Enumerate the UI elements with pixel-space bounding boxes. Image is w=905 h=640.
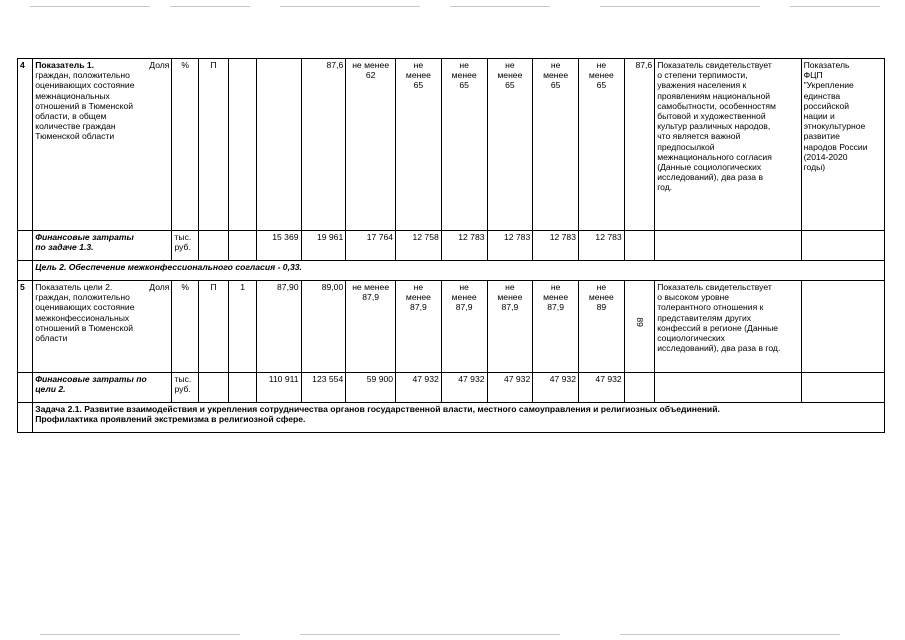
value-cell <box>256 59 301 231</box>
scan-line <box>300 634 560 635</box>
value-cell: не менее 65 <box>487 59 533 231</box>
table-row-financing-1-3 <box>18 231 885 261</box>
value-cell: 87,6 <box>624 59 654 231</box>
empty-cell <box>801 231 884 261</box>
table-row-goal-indicator-2 <box>18 281 885 373</box>
empty-cell <box>655 231 801 261</box>
rotated-value-cell <box>624 281 654 373</box>
indicator-description: граждан, положительно оценивающих состояние межнациональных отношений в Тюменской области, в общем количестве граждан Тюменской области <box>35 70 135 142</box>
scan-line <box>170 6 250 7</box>
scan-line <box>790 6 880 7</box>
value-cell: не менее 65 <box>441 59 487 231</box>
empty-cell <box>18 373 33 403</box>
type-cell: П <box>198 59 228 231</box>
value-cell: не менее 62 <box>346 59 396 231</box>
financing-label: Финансовые затраты по цели 2. <box>33 373 172 403</box>
financing-value: 12 758 <box>396 231 442 261</box>
table-row-financing-goal-2 <box>18 373 885 403</box>
value-cell: не менее 65 <box>533 59 579 231</box>
source-cell <box>801 281 884 373</box>
value-cell: не менее 87,9 <box>346 281 396 373</box>
indicator-title-tail: Доля <box>149 282 170 292</box>
financing-value: 47 932 <box>578 373 624 403</box>
source-cell: Показатель ФЦП "Укрепление единства российской нации и этнокультурное развитие народов России (2014-2020 годы) <box>801 59 884 231</box>
financing-value: 12 783 <box>578 231 624 261</box>
indicator-description: граждан, положительно оценивающих состояние межконфессиональных отношений в Тюменской области <box>35 292 135 344</box>
financing-unit: тыс. руб. <box>172 373 198 403</box>
task-heading: Задача 2.1. Развитие взаимодействия и укрепления сотрудничества органов государственной власти, местного самоуправления и религиозных объединений. Профилактика проявлений экстремизма в религиозной сфере. <box>33 403 885 433</box>
row-number: 5 <box>18 281 33 373</box>
table-row-goal-2 <box>18 261 885 281</box>
empty-cell <box>198 373 228 403</box>
comment-cell: Показатель свидетельствует о высоком уровне толерантного отношения к представителям других конфессий в регионе (Данные социологических исследований), два раза в год. <box>655 281 801 373</box>
weight-cell <box>229 59 256 231</box>
empty-cell <box>229 373 256 403</box>
indicator-title-tail: Доля <box>149 60 170 70</box>
comment-cell: Показатель свидетельствует о степени терпимости, уважения населения к проявлениям национальной самобытности, особенностям бытовой и художественной культур различных народов, что является важной предпосылкой межнационального согласия (Данные социологических исследований), два раза в год. <box>655 59 801 231</box>
value-cell: не менее 65 <box>396 59 442 231</box>
value-cell: не менее 87,9 <box>533 281 579 373</box>
financing-value: 110 911 <box>256 373 301 403</box>
unit-cell: % <box>172 281 198 373</box>
financing-value: 47 932 <box>441 373 487 403</box>
value-cell: не менее 65 <box>578 59 624 231</box>
empty-cell <box>18 403 33 433</box>
value-cell: 87,90 <box>256 281 301 373</box>
type-cell: П <box>198 281 228 373</box>
table-row-indicator-1 <box>18 59 885 231</box>
value-cell: не менее 87,9 <box>487 281 533 373</box>
financing-unit: тыс. руб. <box>172 231 198 261</box>
financing-value: 12 783 <box>441 231 487 261</box>
unit-cell: % <box>172 59 198 231</box>
financing-value: 17 764 <box>346 231 396 261</box>
goal-heading: Цель 2. Обеспечение межконфессионального согласия - 0,33. <box>33 261 885 281</box>
financing-value: 47 932 <box>533 373 579 403</box>
empty-cell <box>229 231 256 261</box>
weight-cell: 1 <box>229 281 256 373</box>
scan-line <box>40 634 240 635</box>
financing-value: 47 932 <box>396 373 442 403</box>
indicator-name-cell <box>33 59 172 231</box>
value-cell: 87,6 <box>301 59 346 231</box>
empty-cell <box>801 373 884 403</box>
financing-value: 19 961 <box>301 231 346 261</box>
empty-cell <box>198 231 228 261</box>
financing-value: 15 369 <box>256 231 301 261</box>
scan-line <box>30 6 150 7</box>
empty-cell <box>624 373 654 403</box>
empty-cell <box>18 231 33 261</box>
financing-value: 12 783 <box>487 231 533 261</box>
indicator-name-cell <box>33 281 172 373</box>
financing-label: Финансовые затраты по задаче 1.3. <box>33 231 172 261</box>
financing-value: 47 932 <box>487 373 533 403</box>
indicator-title: Показатель 1. <box>35 60 95 70</box>
financing-value: 123 554 <box>301 373 346 403</box>
empty-cell <box>655 373 801 403</box>
value-cell: не менее 87,9 <box>396 281 442 373</box>
value-cell: не менее 89 <box>578 281 624 373</box>
table-row-task-2-1 <box>18 403 885 433</box>
scan-line <box>600 6 760 7</box>
scan-line <box>620 634 840 635</box>
rotated-value: 89 <box>634 317 645 327</box>
scan-line <box>280 6 420 7</box>
indicator-title: Показатель цели 2. <box>35 282 113 292</box>
indicators-table <box>17 58 885 433</box>
empty-cell <box>18 261 33 281</box>
scan-line <box>450 6 550 7</box>
financing-value: 59 900 <box>346 373 396 403</box>
financing-value: 12 783 <box>533 231 579 261</box>
empty-cell <box>624 231 654 261</box>
value-cell: не менее 87,9 <box>441 281 487 373</box>
value-cell: 89,00 <box>301 281 346 373</box>
row-number: 4 <box>18 59 33 231</box>
